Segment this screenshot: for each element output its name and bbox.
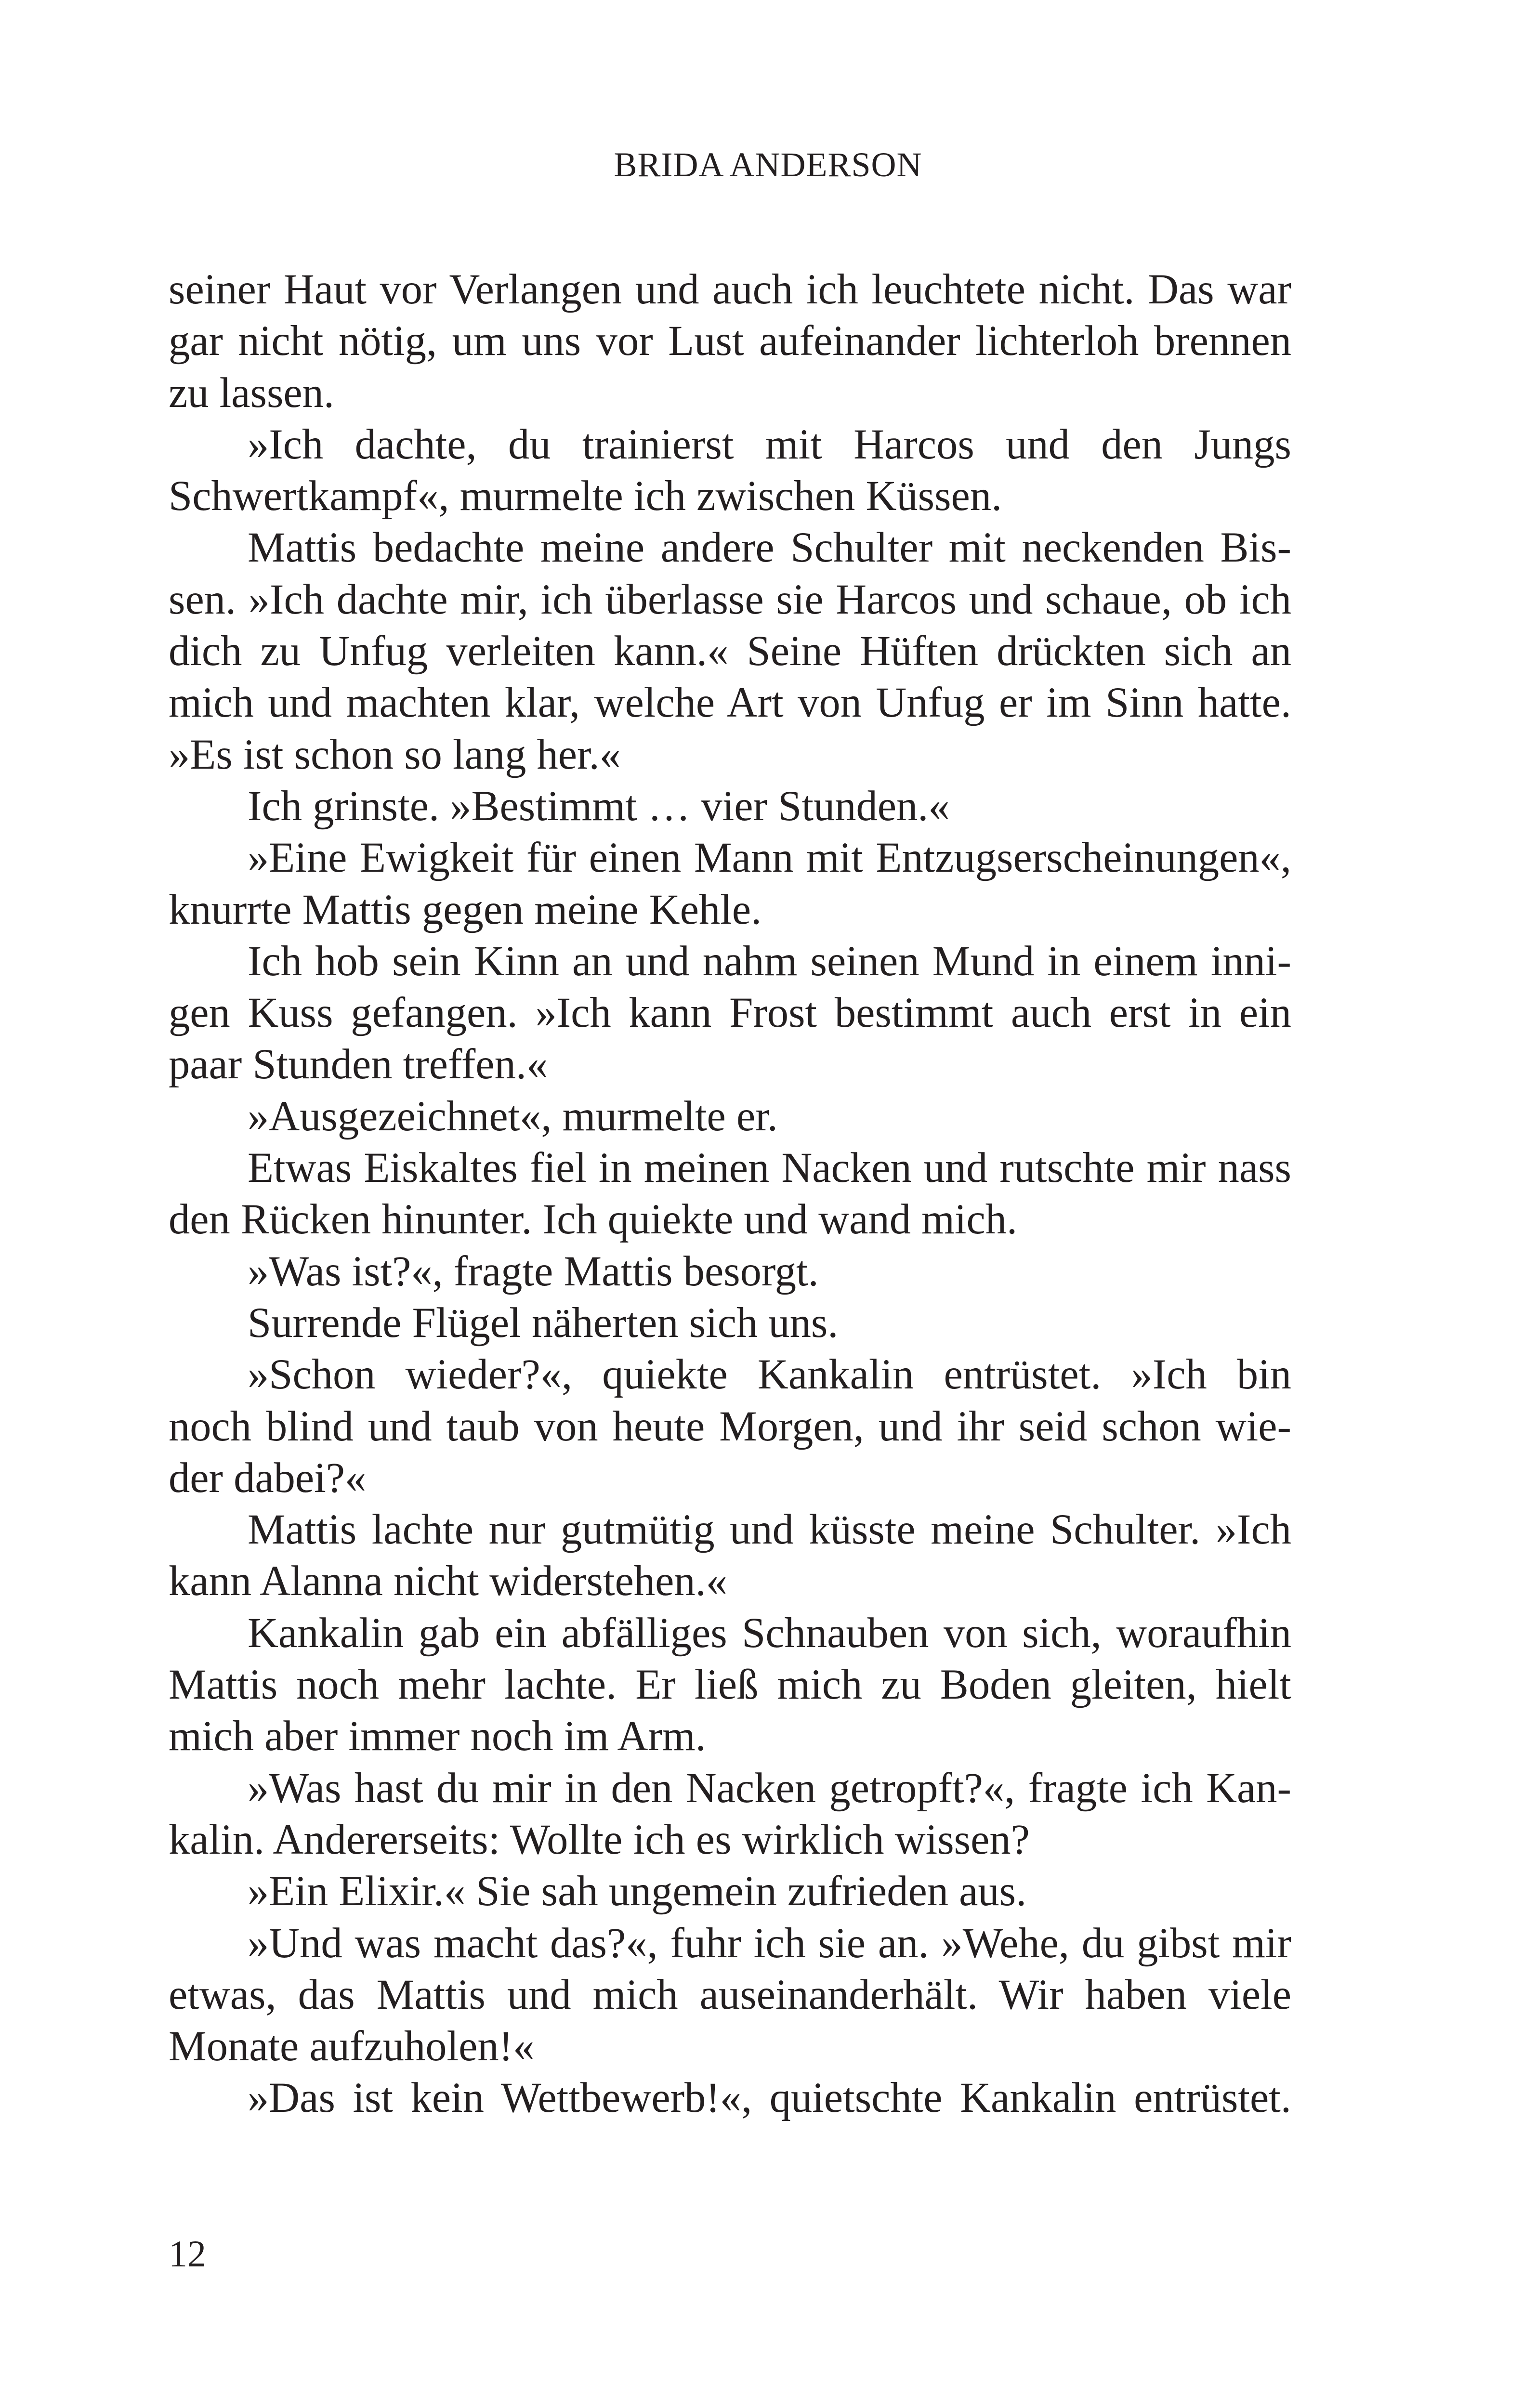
text-line: Ich grinste. »Bestimmt … vier Stunden.« — [248, 782, 950, 830]
text-line: »Was hast du mir in den Nacken getropft?«, fragte ich Kan- — [248, 1764, 1291, 1812]
text-line: »Schon wieder?«, quiekte Kankalin entrüstet. »Ich bin — [248, 1351, 1291, 1399]
page-number: 12 — [169, 2233, 206, 2275]
text-line: »Und was macht das?«, fuhr ich sie an. »Wehe, du gibst mir — [248, 1919, 1291, 1967]
text-line: noch blind und taub von heute Morgen, und ihr seid schon wie- — [169, 1402, 1291, 1450]
text-line: Surrende Flügel näherten sich uns. — [248, 1299, 839, 1347]
text-line: Schwertkampf«, murmelte ich zwischen Küssen. — [169, 472, 1002, 520]
text-line: mich aber immer noch im Arm. — [169, 1713, 706, 1760]
text-line: der dabei?« — [169, 1454, 367, 1502]
text-line: »Ich dachte, du trainierst mit Harcos und den Jungs — [248, 420, 1291, 468]
text-line: dich zu Unfug verleiten kann.« Seine Hüften drückten sich an — [169, 628, 1291, 675]
text-line: mich und machten klar, welche Art von Unfug er im Sinn hatte. — [169, 679, 1291, 727]
text-line: paar Stunden treffen.« — [169, 1041, 548, 1088]
text-line: knurrte Mattis gegen meine Kehle. — [169, 886, 762, 933]
text-line: kalin. Andererseits: Wollte ich es wirklich wissen? — [169, 1816, 1030, 1863]
text-line: Mattis noch mehr lachte. Er ließ mich zu Boden gleiten, hielt — [169, 1661, 1291, 1709]
text-line: etwas, das Mattis und mich auseinanderhält. Wir haben viele — [169, 1971, 1291, 2018]
text-line: Ich hob sein Kinn an und nahm seinen Mund in einem inni- — [248, 937, 1291, 985]
text-line: Etwas Eiskaltes fiel in meinen Nacken und rutschte mir nass — [248, 1144, 1291, 1192]
text-line: kann Alanna nicht widerstehen.« — [169, 1557, 728, 1605]
text-line: »Eine Ewigkeit für einen Mann mit Entzugserscheinungen«, — [248, 834, 1291, 882]
text-line: gar nicht nötig, um uns vor Lust aufeinander lichterloh brennen — [169, 317, 1291, 365]
text-line: »Das ist kein Wettbewerb!«, quietschte Kankalin entrüstet. — [248, 2074, 1291, 2122]
text-line: Mattis lachte nur gutmütig und küsste meine Schulter. »Ich — [248, 1506, 1291, 1554]
text-line: sen. »Ich dachte mir, ich überlasse sie Harcos und schaue, ob ich — [169, 576, 1291, 623]
text-line: »Ein Elixir.« Sie sah ungemein zufrieden aus. — [248, 1868, 1027, 1915]
text-line: den Rücken hinunter. Ich quiekte und wand mich. — [169, 1196, 1018, 1243]
text-line: Mattis bedachte meine andere Schulter mit neckenden Bis- — [248, 524, 1291, 572]
text-line: Monate aufzuholen!« — [169, 2023, 535, 2070]
text-line: »Ausgezeichnet«, murmelte er. — [248, 1092, 778, 1140]
body-text — [169, 264, 1291, 2124]
text-line: Kankalin gab ein abfälliges Schnauben von sich, woraufhin — [248, 1609, 1291, 1657]
running-head: BRIDA ANDERSON — [614, 145, 922, 184]
text-line: gen Kuss gefangen. »Ich kann Frost bestimmt auch erst in ein — [169, 989, 1291, 1037]
text-line: zu lassen. — [169, 369, 335, 417]
text-line: »Was ist?«, fragte Mattis besorgt. — [248, 1247, 819, 1295]
text-line: »Es ist schon so lang her.« — [169, 731, 621, 778]
text-line: seiner Haut vor Verlangen und auch ich leuchtete nicht. Das war — [169, 266, 1291, 313]
